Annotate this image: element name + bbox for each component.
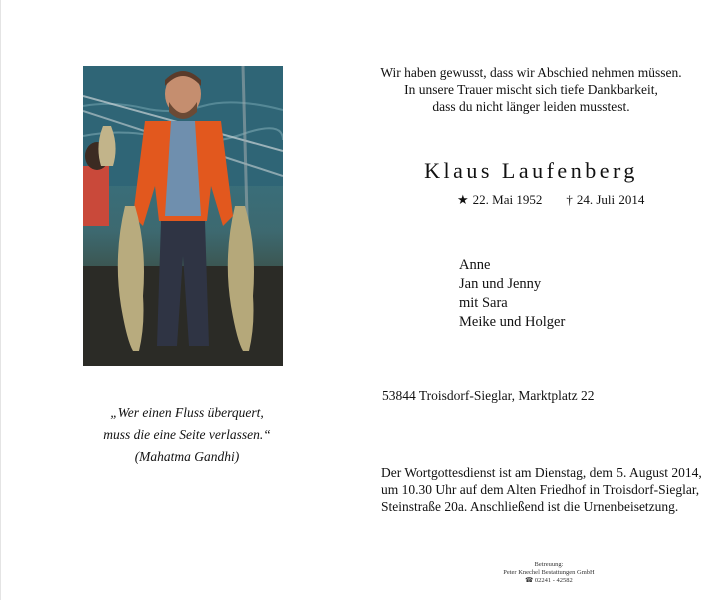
mourner-item: mit Sara — [459, 295, 508, 311]
quote-line-1: „Wer einen Fluss überquert, — [110, 405, 264, 420]
undertaker-info — [479, 561, 619, 585]
cross-icon: † — [566, 192, 573, 207]
verse-line-1: Wir haben gewusst, dass wir Abschied nehmen müssen. — [380, 65, 682, 80]
life-dates — [457, 192, 644, 208]
farewell-verse — [363, 64, 699, 115]
undertaker-label: Betreuung: — [534, 561, 564, 568]
mourners-list — [459, 256, 565, 332]
verse-line-2: In unsere Trauer mischt sich tiefe Dankbarkeit, — [404, 82, 658, 97]
death-date: 24. Juli 2014 — [576, 192, 645, 207]
gandhi-quote — [87, 402, 287, 468]
undertaker-phone: ☎ 02241 - 42582 — [525, 577, 573, 584]
service-line-2: um 10.30 Uhr auf dem Alten Friedhof in Troisdorf-Sieglar, — [381, 482, 700, 497]
mourner-item: Jan und Jenny — [459, 276, 542, 292]
birth-date: 22. Mai 1952 — [472, 192, 543, 207]
portrait-photo — [83, 66, 283, 366]
service-line-3: Steinstraße 20a. Anschließend ist die Urnenbeisetzung. — [381, 499, 679, 514]
undertaker-company: Peter Knechel Bestattungen GmbH — [503, 569, 595, 576]
service-notice — [381, 464, 721, 515]
verse-line-3: dass du nicht länger leiden musstest. — [432, 99, 630, 114]
portrait-photo-icon — [83, 66, 283, 366]
deceased-name: Klaus Laufenberg — [424, 158, 638, 183]
family-address: 53844 Troisdorf-Sieglar, Marktplatz 22 — [382, 388, 595, 403]
quote-author: (Mahatma Gandhi) — [134, 449, 240, 464]
star-icon: ★ — [457, 192, 469, 207]
quote-line-2: muss die eine Seite verlassen.“ — [103, 427, 271, 442]
mourner-item: Anne — [459, 257, 491, 273]
mourner-item: Meike und Holger — [459, 314, 566, 330]
service-line-1: Der Wortgottesdienst ist am Dienstag, dem 5. August 2014, — [381, 465, 702, 480]
